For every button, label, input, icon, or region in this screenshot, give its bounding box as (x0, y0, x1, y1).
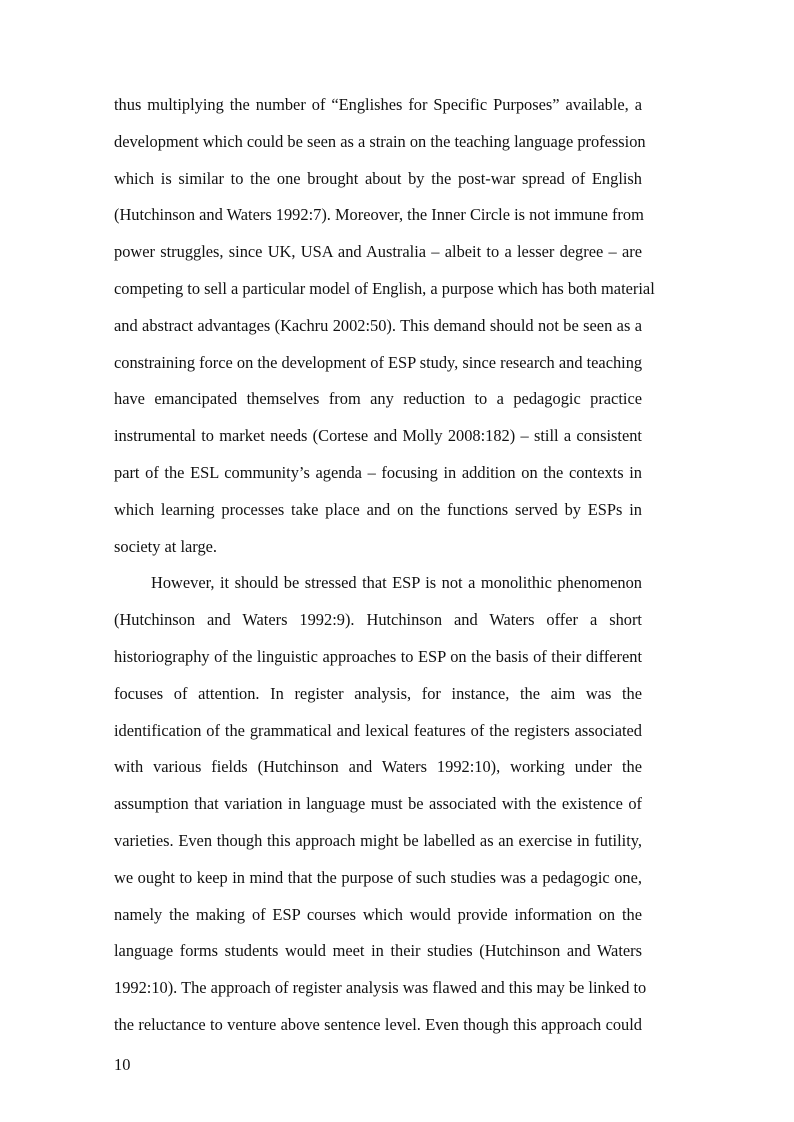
text-line: we ought to keep in mind that the purpose of such studies was a pedagogic one, (114, 867, 642, 887)
text-line: (Hutchinson and Waters 1992:9). Hutchinson and Waters offer a short (114, 610, 642, 630)
text-line: However, it should be stressed that ESP is not a monolithic phenomenon (151, 573, 642, 593)
text-line: identification of the grammatical and lexical features of the registers associated (114, 720, 642, 740)
text-line: instrumental to market needs (Cortese and Molly 2008:182) – still a consistent (114, 426, 642, 446)
text-line: assumption that variation in language must be associated with the existence of (114, 794, 642, 814)
text-line: (Hutchinson and Waters 1992:7). Moreover, the Inner Circle is not immune from (114, 205, 644, 225)
text-line: language forms students would meet in their studies (Hutchinson and Waters (114, 941, 642, 961)
text-line: society at large. (114, 536, 218, 556)
text-line: the reluctance to venture above sentence level. Even though this approach could (114, 1014, 642, 1034)
text-line: part of the ESL community’s agenda – focusing in addition on the contexts in (114, 462, 642, 482)
text-line: competing to sell a particular model of English, a purpose which has both material (114, 278, 655, 298)
text-line: power struggles, since UK, USA and Australia – albeit to a lesser degree – are (114, 242, 642, 262)
text-line: which learning processes take place and on the functions served by ESPs in (114, 499, 642, 519)
text-line: development which could be seen as a strain on the teaching language profession (114, 131, 646, 151)
text-line: have emancipated themselves from any reduction to a pedagogic practice (114, 389, 642, 409)
text-line: thus multiplying the number of “Englishes for Specific Purposes” available, a (114, 95, 642, 114)
page-number: 10 (114, 1055, 131, 1074)
body-text (114, 87, 655, 1044)
text-line: historiography of the linguistic approaches to ESP on the basis of their different (114, 646, 642, 666)
text-line: with various fields (Hutchinson and Waters 1992:10), working under the (114, 757, 642, 777)
text-line: namely the making of ESP courses which would provide information on the (114, 904, 642, 924)
text-line: 1992:10). The approach of register analysis was flawed and this may be linked to (114, 978, 647, 998)
text-line: constraining force on the development of ESP study, since research and teaching (114, 352, 643, 372)
text-line: focuses of attention. In register analysis, for instance, the aim was the (114, 683, 642, 703)
text-line: and abstract advantages (Kachru 2002:50). This demand should not be seen as a (114, 315, 642, 335)
text-line: which is similar to the one brought about by the post-war spread of English (114, 168, 642, 188)
paragraph-2 (114, 565, 647, 1043)
paragraph-1 (114, 87, 655, 565)
text-line: varieties. Even though this approach might be labelled as an exercise in futility, (114, 830, 642, 850)
